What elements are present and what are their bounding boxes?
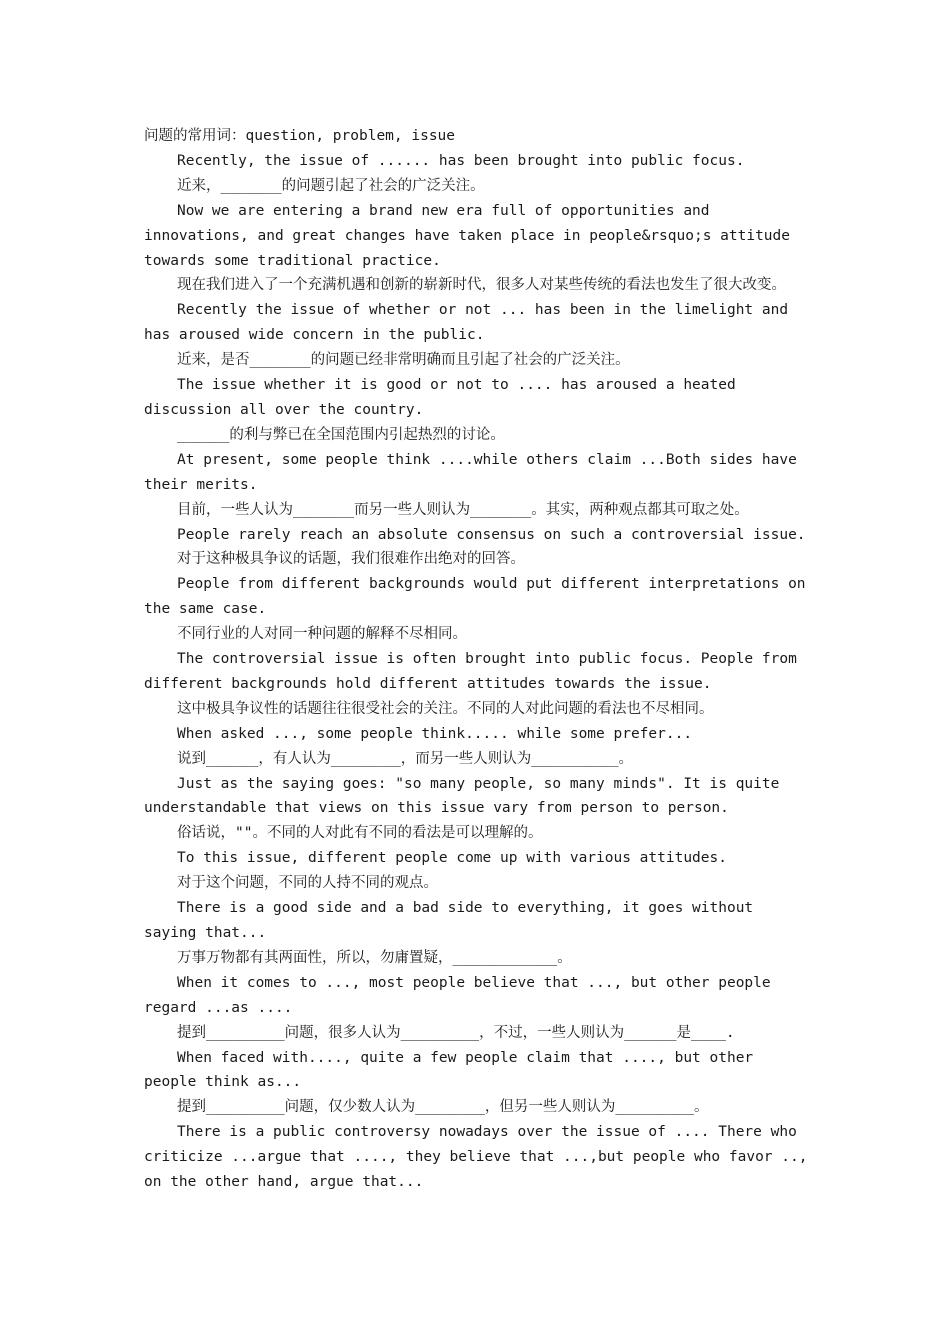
line-en: To this issue, different people come up with various attitudes. [177, 850, 727, 867]
line-zh: 万事万物都有其两面性，所以，勿庸置疑，____________。 [177, 949, 572, 966]
line-en: The controversial issue is often brought into public focus. People from different backgrounds hold different attitudes towards the issue. [144, 651, 806, 692]
line-en: There is a public controversy nowadays over the issue of .... There who criticize ...argue that ...., they believe that ...,but people who favor .., on the other hand, argue that... [144, 1124, 817, 1191]
line-zh: 近来，_______的问题引起了社会的广泛关注。 [177, 177, 485, 194]
line-zh: 对于这个问题，不同的人持不同的观点。 [177, 875, 438, 892]
line-en: The issue whether it is good or not to .... has aroused a heated discussion all over the country. [144, 377, 745, 418]
line-en: At present, some people think ....while others claim ...Both sides have their merits. [144, 451, 806, 493]
document-page [144, 124, 817, 1195]
line-en: People rarely reach an absolute consensus on such a controversial issue. [177, 526, 806, 543]
line-zh: 现在我们进入了一个充满机遇和创新的崭新时代，很多人对某些传统的看法也发生了很大改变。 [177, 277, 786, 294]
line-en: Recently the issue of whether or not ... has been in the limelight and has aroused wide concern in the public. [144, 302, 797, 344]
line-en: There is a good side and a bad side to everything, it goes without saying that... [144, 900, 762, 941]
line-en: People from different backgrounds would put different interpretations on the same case. [144, 576, 815, 618]
line-zh: 这中极具争议性的话题往往很受社会的关注。不同的人对此问题的看法也不尽相同。 [177, 700, 714, 717]
line-zh: 不同行业的人对同一种问题的解释不尽相同。 [177, 626, 467, 643]
document-heading: 问题的常用词：question, problem, issue [144, 128, 456, 144]
line-en: Just as the saying goes: "so many people, so many minds". It is quite understandable that views on this issue vary from person to person. [144, 775, 789, 817]
line-en: Now we are entering a brand new era full of opportunities and innovations, and great changes have taken place in people&rsquo;s attitude towards some traditional practice. [144, 202, 799, 269]
line-zh: 说到______，有人认为________，而另一些人则认为__________。 [177, 750, 634, 767]
line-en: When it comes to ..., most people believe that ..., but other people regard ...as .... [144, 974, 780, 1016]
line-zh: 对于这种极具争议的话题，我们很难作出绝对的回答。 [177, 551, 525, 568]
line-en: Recently, the issue of ...... has been brought into public focus. [177, 152, 745, 169]
line-en: When asked ..., some people think..... while some prefer... [177, 725, 693, 742]
line-zh: 目前，一些人认为_______而另一些人则认为_______。其实，两种观点都其可取之处。 [177, 501, 749, 518]
line-zh: ______的利与弊已在全国范围内引起热烈的讨论。 [177, 426, 505, 443]
line-zh: 俗话说，""。不同的人对此有不同的看法是可以理解的。 [177, 825, 543, 842]
line-zh: 提到_________问题，很多人认为_________，不过，一些人则认为______是____. [177, 1024, 735, 1041]
line-zh: 近来，是否_______的问题已经非常明确而且引起了社会的广泛关注。 [177, 352, 630, 369]
line-en: When faced with...., quite a few people claim that ...., but other people think as... [144, 1049, 762, 1091]
line-zh: 提到_________问题，仅少数人认为________，但另一些人则认为_________。 [177, 1099, 709, 1116]
